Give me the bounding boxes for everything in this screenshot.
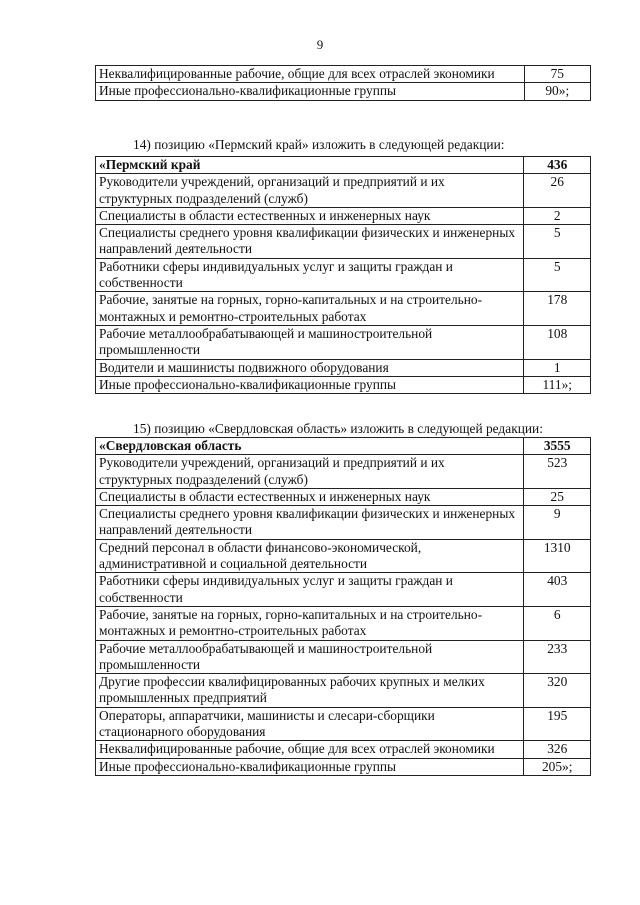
occupation-group: Специалисты в области естественных и инженерных наук — [96, 207, 524, 224]
quota-value: 2 — [524, 207, 591, 224]
region-name: «Свердловская область — [96, 438, 524, 455]
occupation-group: Работники сферы индивидуальных услуг и защиты граждан и собственности — [96, 258, 524, 292]
table-row — [96, 506, 591, 540]
occupation-group: Рабочие металлообрабатывающей и машиностроительной промышленности — [96, 640, 524, 674]
occupation-group: Водители и машинисты подвижного оборудования — [96, 359, 524, 376]
table-row — [96, 376, 591, 393]
table-header-row — [96, 157, 591, 174]
occupation-group: Работники сферы индивидуальных услуг и защиты граждан и собственности — [96, 573, 524, 607]
table-row — [96, 707, 591, 741]
table-row — [96, 640, 591, 674]
table-row — [96, 66, 591, 83]
quota-value: 6 — [524, 606, 591, 640]
page-number: 9 — [316, 37, 324, 52]
quota-value: 5 — [524, 258, 591, 292]
table-row — [96, 455, 591, 489]
quota-value: 205»; — [524, 758, 591, 775]
perm-krai-table — [95, 156, 591, 394]
table-row — [96, 539, 591, 573]
occupation-group: Иные профессионально-квалификационные группы — [96, 83, 525, 100]
region-total: 3555 — [524, 438, 591, 455]
quota-value: 25 — [524, 488, 591, 505]
table-row — [96, 325, 591, 359]
continuation-table — [95, 65, 591, 101]
occupation-group: Рабочие, занятые на горных, горно-капитальных и на строительно-монтажных и ремонтно-строительных работах — [96, 606, 524, 640]
quota-value: 233 — [524, 640, 591, 674]
table-row — [96, 174, 591, 208]
occupation-group: Специалисты среднего уровня квалификации физических и инженерных направлений деятельности — [96, 506, 524, 540]
occupation-group: Средний персонал в области финансово-экономической, административной и социальной деятельности — [96, 539, 524, 573]
table-row — [96, 359, 591, 376]
quota-value: 111»; — [524, 376, 591, 393]
quota-value: 326 — [524, 741, 591, 758]
table-row — [96, 225, 591, 259]
occupation-group: Неквалифицированные рабочие, общие для всех отраслей экономики — [96, 66, 525, 83]
occupation-group: Другие профессии квалифицированных рабочих крупных и мелких промышленных предприятий — [96, 674, 524, 708]
quota-value: 1 — [524, 359, 591, 376]
sverdlovsk-table-body — [96, 455, 591, 776]
table-row — [96, 488, 591, 505]
occupation-group: Руководители учреждений, организаций и предприятий и их структурных подразделений (служб) — [96, 455, 524, 489]
occupation-group: Специалисты в области естественных и инженерных наук — [96, 488, 524, 505]
occupation-group: Иные профессионально-квалификационные группы — [96, 758, 524, 775]
perm-krai-table-body — [96, 174, 591, 394]
table-row — [96, 258, 591, 292]
quota-value: 26 — [524, 174, 591, 208]
quota-value: 523 — [524, 455, 591, 489]
quota-value: 195 — [524, 707, 591, 741]
quota-value: 178 — [524, 292, 591, 326]
sverdlovsk-caption: 15) позицию «Свердловская область» изложить в следующей редакции: — [133, 421, 543, 436]
perm-krai-caption: 14) позицию «Пермский край» изложить в следующей редакции: — [133, 137, 505, 152]
quota-value: 320 — [524, 674, 591, 708]
table-row — [96, 741, 591, 758]
occupation-group: Рабочие, занятые на горных, горно-капитальных и на строительно-монтажных и ремонтно-строительных работах — [96, 292, 524, 326]
occupation-group: Иные профессионально-квалификационные группы — [96, 376, 524, 393]
table-row — [96, 606, 591, 640]
occupation-group: Руководители учреждений, организаций и предприятий и их структурных подразделений (служб) — [96, 174, 524, 208]
table-header-row — [96, 438, 591, 455]
occupation-group: Специалисты среднего уровня квалификации физических и инженерных направлений деятельности — [96, 225, 524, 259]
table-row — [96, 292, 591, 326]
continuation-table-body — [96, 66, 591, 101]
quota-value: 75 — [524, 66, 590, 83]
quota-value: 403 — [524, 573, 591, 607]
quota-value: 108 — [524, 325, 591, 359]
table-row — [96, 573, 591, 607]
region-total: 436 — [524, 157, 591, 174]
table-row — [96, 758, 591, 775]
occupation-group: Рабочие металлообрабатывающей и машиностроительной промышленности — [96, 325, 524, 359]
quota-value: 9 — [524, 506, 591, 540]
quota-value: 1310 — [524, 539, 591, 573]
quota-value: 5 — [524, 225, 591, 259]
quota-value: 90»; — [524, 83, 590, 100]
region-name: «Пермский край — [96, 157, 524, 174]
sverdlovsk-table — [95, 437, 591, 776]
table-row — [96, 207, 591, 224]
occupation-group: Неквалифицированные рабочие, общие для всех отраслей экономики — [96, 741, 524, 758]
table-row — [96, 83, 591, 100]
table-row — [96, 674, 591, 708]
occupation-group: Операторы, аппаратчики, машинисты и слесари-сборщики стационарного оборудования — [96, 707, 524, 741]
